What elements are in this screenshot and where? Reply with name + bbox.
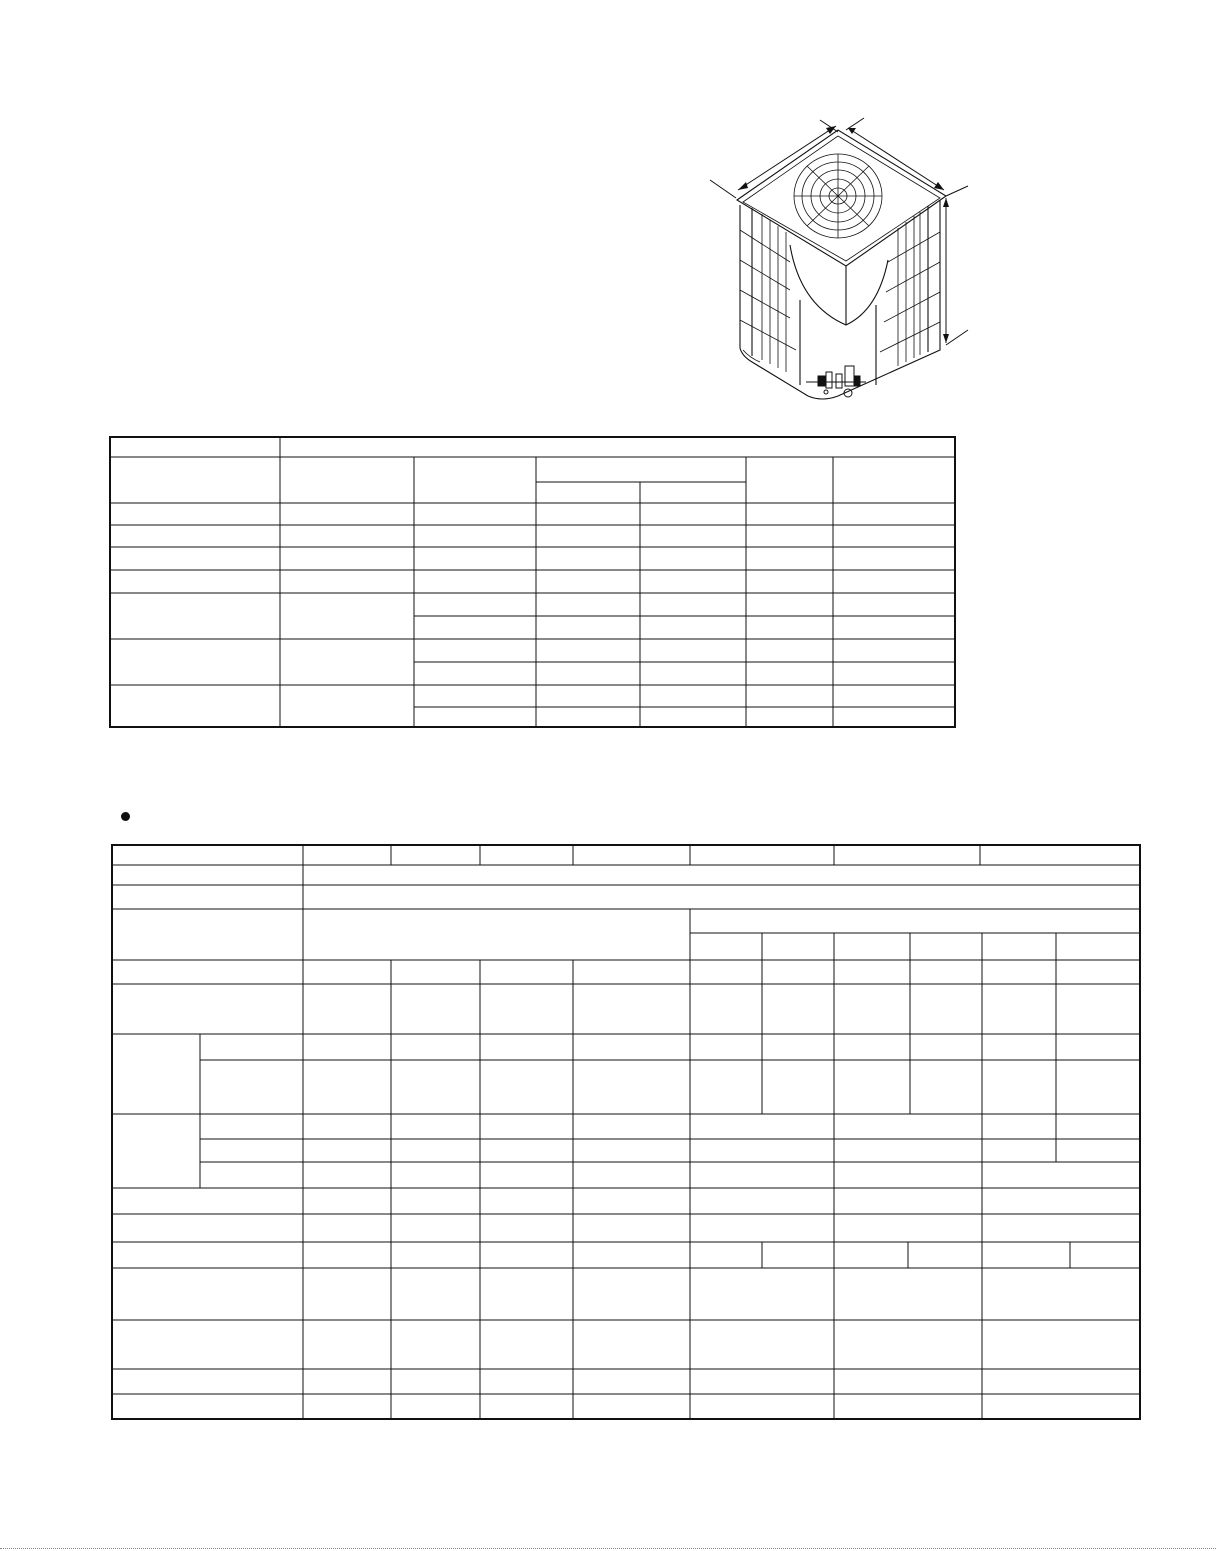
- footer-rule: [0, 1548, 1216, 1549]
- coil-grille-left: [740, 214, 796, 372]
- coil-grille-right: [880, 212, 940, 366]
- condenser-unit-illustration: [690, 110, 980, 410]
- spec-table: [106, 840, 1146, 1425]
- dimension-table: [105, 432, 961, 732]
- dimension-arrow-icon: [710, 118, 968, 345]
- service-valve-icon: [806, 366, 866, 397]
- bullet-dot: [121, 812, 130, 821]
- fan-grille-icon: [794, 154, 882, 238]
